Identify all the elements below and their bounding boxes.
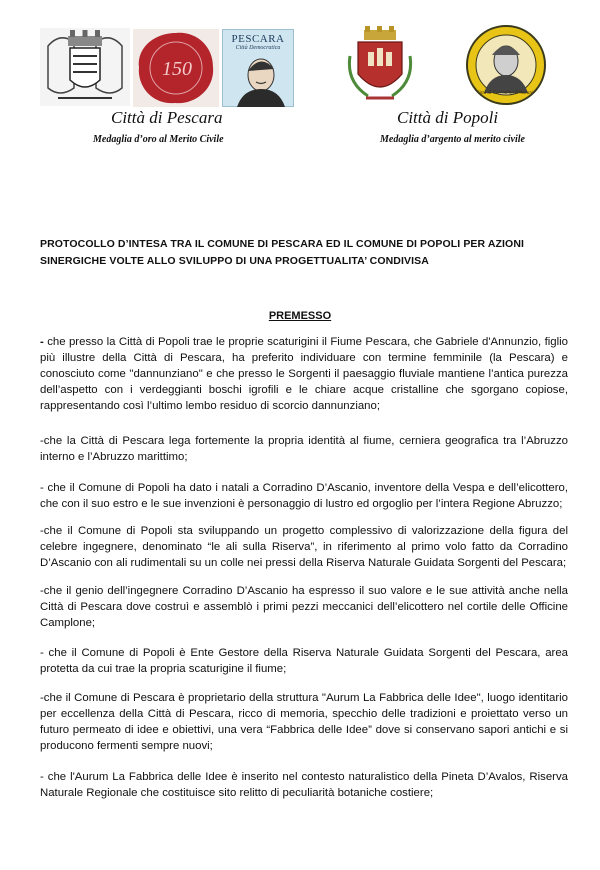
portrait-illustration [223, 51, 293, 107]
pescara-banner-logo [222, 29, 294, 107]
premise-paragraph-6: - che il Comune di Popoli è Ente Gestore della Riserva Naturale Guidata Sorgenti del Pescara, area protetta da cui trae la propria scaturigine il fiume; [40, 647, 568, 675]
premise-paragraph-7: -che il Comune di Pescara è proprietario della struttura "Aurum La Fabbrica delle Idee", luogo identitario per eccellenza della Città di Pescara, ricco di memoria, specchio delle tradizioni e proiettato verso un futuro permeato di idee e obiettivi, una vera “Fabbrica delle Idee” dove si conservano sapori antichi e si producono fermenti sempre nuovi; [40, 692, 568, 752]
paragraph-text: che presso la Città di Popoli trae le proprie scaturigini il Fiume Pescara, che Gabriele d'Annunzio, figlio più illustre della Città di Pescara, ha preferito individuare con termine femminile (la Pescara) e conosciuto come "dannunziano" e che presso le Sorgenti il paesaggio fluviale mantiene l’antica purezza dell’aspetto con i verdeggianti boschi igrofili e le chiare acque cristalline che sgorgano copiose, rappresentando così l’ultimo lembo residuo di scorcio dannunziano; [40, 336, 568, 412]
premise-paragraph-1 [40, 334, 568, 414]
document-title: PROTOCOLLO D’INTESA TRA IL COMUNE DI PESCARA ED IL COMUNE DI POPOLI PER AZIONI SINERGICHE VOLTE ALLO SVILUPPO DI UNA PROGETTUALITA’ CONDIVISA [40, 238, 525, 267]
pescara-medal-text: Medaglia d’oro al Merito Civile [93, 134, 224, 145]
pescara-150-seal-logo [133, 29, 219, 107]
premise-paragraph-8: - che l'Aurum La Fabbrica delle Idee è inserito nel contesto naturalistico della Pineta D’Avalos, Riserva Naturale Regionale che costituisce sito relitto di peculiarità botaniche costiere; [40, 771, 568, 799]
badge-caption: Città di Corradino D'Ascanio [476, 91, 536, 96]
section-heading-premesso: PREMESSO [268, 310, 332, 322]
seal-number: 150 [162, 58, 192, 80]
banner-title: PESCARA [231, 33, 285, 45]
banner-subtitle: Città Democratica [235, 45, 281, 51]
popoli-city-name: Città di Popoli [397, 108, 499, 127]
popoli-medal-text: Medaglia d’argento al merito civile [380, 134, 525, 145]
popoli-coat-of-arms-logo [346, 26, 414, 106]
premise-paragraph-3: - che il Comune di Popoli ha dato i natali a Corradino D’Ascanio, inventore della Vespa e dell’elicottero, che con il suo estro e le sue invenzioni è personaggio di lustro ed orgoglio per l’intera Regione Abruzzo; [40, 482, 568, 510]
premise-paragraph-5: -che il genio dell’ingegnere Corradino D’Ascanio ha espresso il suo valore e le sue attività anche nella Città di Pescara dove costruì e assemblò i primi pezzi meccanici dell’elicottero nel cortile delle Officine Camplone; [40, 585, 568, 629]
corradino-dascanio-badge-logo [466, 25, 546, 105]
premise-paragraph-2: -che la Città di Pescara lega fortemente la propria identità al fiume, cerniera geografica tra l’Abruzzo interno e l’Abruzzo marittimo; [40, 435, 568, 463]
paragraph-dash: - [40, 336, 44, 348]
pescara-coat-of-arms-logo [40, 28, 130, 106]
pescara-city-name: Città di Pescara [111, 108, 223, 127]
premise-paragraph-4: -che il Comune di Popoli sta sviluppando un progetto complessivo di valorizzazione della figura del celebre ingegnere, denominato “le ali sulla Riserva”, in riferimento al primo volo fatto da Corradino D’Ascanio con ali rudimentali su un colle nei pressi della Riserva Naturale Guidata Sorgenti del Pescara; [40, 525, 568, 569]
